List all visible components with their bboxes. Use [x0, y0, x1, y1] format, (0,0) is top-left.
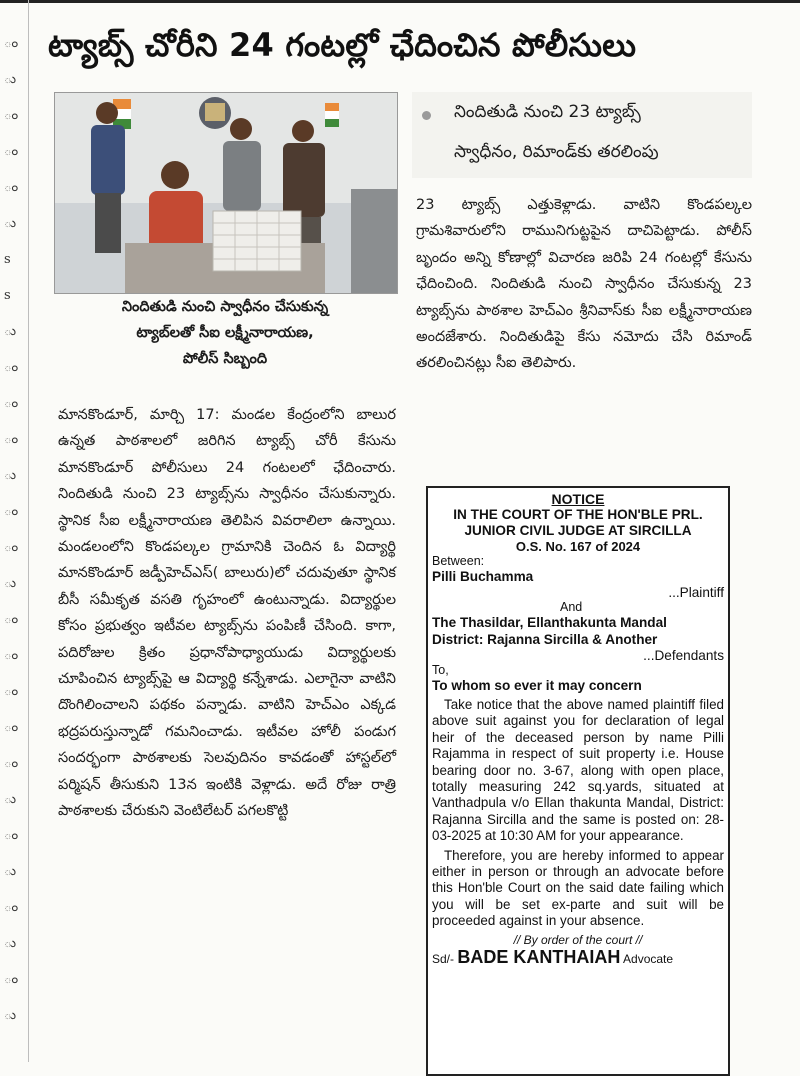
margin-glyph: ం — [4, 756, 19, 771]
margin-glyph: ం — [4, 144, 19, 159]
margin-glyph: ం — [4, 180, 19, 195]
margin-glyph: ం — [4, 540, 19, 555]
margin-glyph: ం — [4, 504, 19, 519]
advocate-name: BADE KANTHAIAH — [457, 946, 621, 967]
court-line-1: IN THE COURT OF THE HON'BLE PRL. — [453, 507, 703, 522]
article-body-column-1: మానకొండూర్, మార్చి 17: మండల కేంద్రంలోని బాలుర ఉన్నత పాఠశాలలో జరిగిన ట్యాబ్స్ చోరీ కేసును మానకొండూర్ పోలీసులు 24 గంటలలో ఛేదించారు. నిందితుడి నుంచి 23 ట్యాబ్స్‌ను స్వాధీనం చేసుకున్నారు. స్థానిక సీఐ లక్ష్మీనారాయణ తెలిపిన వివరాలిలా ఉన్నాయి. మండలంలోని కొండపల్కల గ్రామానికి చెందిన ఓ విద్యార్థి మానకొండూర్ జడ్పీహెచ్ఎస్( బాలురు)లో చదువుతూ స్థానిక బీసీ సమీకృత వసతి గృహంలో ఉంటున్నాడు. విద్యార్థుల కోసం ప్రభుత్వం ఇటీవల ట్యాబ్స్‌ను పంపిణీ చేసింది. కాగా, పదిరోజుల క్రితం ప్రధానోపాధ్యాయుడు విద్యార్థులకు చూపించిన ట్యాబ్స్‌పై ఆ విద్యార్థి కన్నేశాడు. ఎలాగైనా వాటిని దొంగిలించాలని పథకం పన్నాడు. వాటిని హెచ్ఎం ఎక్కడ భద్రపరుస్తున్నాడో గమనించాడు. ఇటీవల హోలీ పండుగ సందర్భంగా పాఠశాలకు సెలవుదినం కావడంతో హాస్టల్‌లో పర్మిషన్ తీసుకుని 13న ఇంటికి వెళ్లాడు. అదే రోజు రాత్రి పాఠశాలకు చేరుకుని వెంటిలేటర్ పగలకొట్టి — [58, 407, 396, 820]
plaintiff-role: ...Plaintiff — [668, 585, 724, 600]
to-label: To, — [432, 663, 449, 677]
notice-paragraph-1: Take notice that the above named plaintiff filed above suit against you for declaration of legal heir of the deceased person by name Pilli Rajamma in respect of suit property i.e. House bearing door no. 3-67, along with open place, totally measuring 242 sq.yards, situated at Vanthadpula v/o Ellan thakunta Mandal, District: Rajanna Sircilla and the same is posted on: 28-03-2025 at 10:30 AM for your appearance. — [432, 697, 724, 844]
margin-glyph: ం — [4, 108, 19, 123]
court-line-2: JUNIOR CIVIL JUDGE AT SIRCILLA — [464, 523, 692, 538]
margin-glyph: ు — [4, 1008, 17, 1023]
margin-glyph: ం — [4, 828, 19, 843]
adjacent-column-fragment — [0, 0, 29, 1062]
advocate-role: Advocate — [623, 951, 674, 966]
between-label: Between: — [432, 554, 485, 568]
subheadline-box — [412, 92, 752, 178]
margin-glyph: ం — [4, 396, 19, 411]
margin-glyph: s — [4, 288, 11, 303]
plaintiff-name: Pilli Buchamma — [432, 569, 534, 584]
court-order-line: // By order of the court // — [513, 932, 643, 947]
margin-glyph: ు — [4, 72, 17, 87]
headline: ట్యాబ్స్ చోరీని 24 గంటల్లో ఛేదించిన పోలీసులు — [48, 26, 637, 64]
court-notice — [426, 486, 730, 1076]
photo-caption: నిందితుడి నుంచి స్వాధీనం చేసుకున్న ట్యాబ్‌లతో సీఐ లక్ష్మీనారాయణ, పోలీస్ సిబ్బంది — [121, 299, 329, 367]
whom-label: To whom so ever it may concern — [432, 678, 642, 693]
margin-glyph: ం — [4, 648, 19, 663]
margin-glyph: s — [4, 252, 11, 267]
subheadline-line-1: నిందితుడి నుంచి 23 ట్యాబ్స్ — [454, 102, 641, 122]
margin-glyph: ం — [4, 432, 19, 447]
signature-line — [432, 947, 724, 969]
article-body-column-2: 23 ట్యాబ్స్ ఎత్తుకెళ్లాడు. వాటిని కొండపల్కల గ్రామశివారులోని రామునిగుట్టపైన దాచిపెట్టాడు. పోలీస్ బృందం అన్ని కోణాల్లో విచారణ జరిపి 24 గంటల్లో కేసును ఛేదించింది. నిందితుడి నుంచి స్వాధీనం చేసుకున్న 23 ట్యాబ్స్‌ను పాఠశాల హెచ్ఎం శ్రీనివాస్‌కు సీఐ లక్ష్మీనారాయణ అందజేశారు. నిందితుడిపై కేసు నమోదు చేసి రిమాండ్ తరలించినట్లు సీఐ తెలిపారు. — [416, 197, 752, 372]
notice-title: NOTICE — [551, 491, 605, 507]
margin-glyph: ు — [4, 216, 17, 231]
bullet-icon — [422, 111, 431, 120]
margin-glyph: ు — [4, 792, 17, 807]
margin-glyph: ు — [4, 468, 17, 483]
subheadline-line-2: స్వాధీనం, రిమాండ్‌కు తరలింపు — [454, 142, 659, 162]
margin-glyph: ం — [4, 720, 19, 735]
notice-paragraph-2: Therefore, you are hereby informed to appear either in person or through an advocate before this Hon'ble Court on the said date failing which you will be set ex-parte and suit will be proceeded against in your absence. — [432, 847, 724, 929]
margin-glyph: ం — [4, 612, 19, 627]
news-photo — [54, 92, 398, 294]
margin-glyph: ం — [4, 684, 19, 699]
margin-glyph: ం — [4, 900, 19, 915]
margin-glyph: ు — [4, 576, 17, 591]
top-rule — [0, 0, 800, 3]
defendant-line-1: The Thasildar, Ellanthakunta Mandal — [432, 615, 667, 630]
and-label: And — [560, 600, 583, 614]
margin-glyph: ం — [4, 36, 19, 51]
margin-glyph: ం — [4, 360, 19, 375]
margin-glyph: ు — [4, 324, 17, 339]
defendant-line-2: District: Rajanna Sircilla & Another — [432, 632, 658, 647]
margin-glyph: ు — [4, 936, 17, 951]
police-photo-illustration — [55, 93, 397, 293]
case-number: O.S. No. 167 of 2024 — [515, 539, 641, 554]
margin-glyph: ం — [4, 972, 19, 987]
margin-glyph: ు — [4, 864, 17, 879]
defendants-role: ...Defendants — [643, 648, 724, 663]
sd-label: Sd/- — [432, 951, 455, 966]
